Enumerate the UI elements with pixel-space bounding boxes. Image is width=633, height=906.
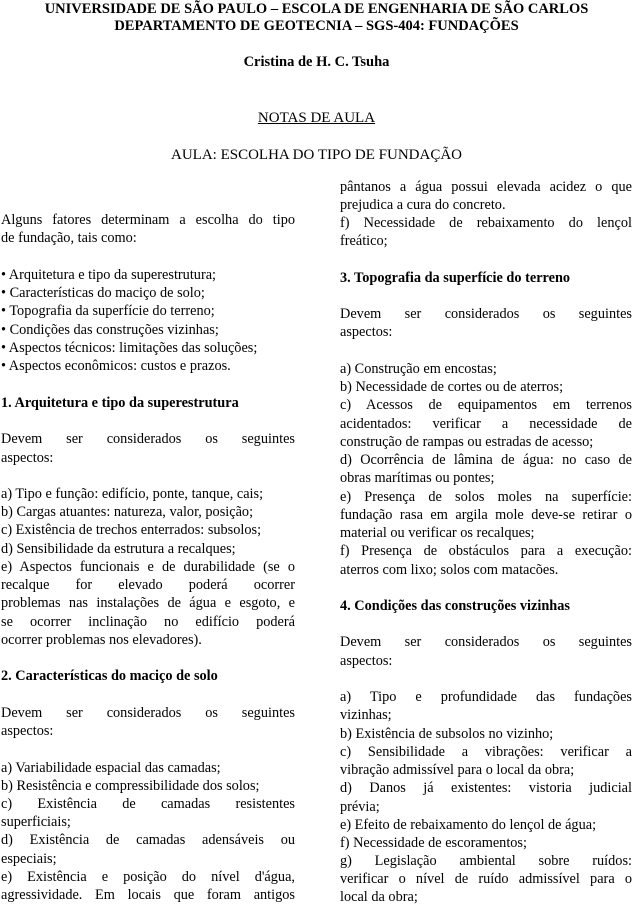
list-line: especiais; (1, 851, 57, 867)
list-line: local da obra; (340, 889, 418, 905)
list-line: obras marítimas ou pontes; (340, 470, 495, 486)
list-line: d) Ocorrência de lâmina de água: no caso de (340, 452, 632, 468)
list-line: g) Legislação ambiental sobre ruídos: (340, 853, 632, 869)
list-line: construção de rampas ou estradas de acesso; (340, 434, 594, 450)
bullet-item: • Condições das construções vizinhas; (1, 322, 219, 338)
section-lead: Devem ser considerados os seguintes (1, 705, 295, 721)
list-line: f) Necessidade de escoramentos; (340, 835, 527, 851)
list-line: c) Acessos de equipamentos em terrenos (340, 397, 632, 413)
list-line: c) Existência de camadas resistentes (1, 796, 295, 812)
list-line: vibração admissível para o local da obra; (340, 762, 575, 778)
list-line: prejudica a cura do concreto. (340, 197, 506, 213)
list-line: se ocorrer inclinação no edifício poderá (1, 614, 295, 630)
list-line: b) Resistência e compressibilidade dos solos; (1, 778, 260, 794)
section-lead: aspectos: (340, 324, 393, 340)
bullet-item: • Aspectos econômicos: custos e prazos. (1, 358, 231, 374)
list-line: agressividade. Em locais que foram antigos (1, 887, 295, 903)
list-line: freático; (340, 233, 388, 249)
list-line: recalque for elevado poderá ocorrer (1, 577, 295, 593)
list-line: a) Tipo e profundidade das fundações (340, 689, 632, 705)
section-title: 4. Condições das construções vizinhas (340, 598, 570, 614)
bullet-item: • Topografia da superfície do terreno; (1, 303, 215, 319)
notes-title: NOTAS DE AULA (257, 110, 376, 126)
section-lead: aspectos: (1, 450, 54, 466)
list-line: aterros com lixo; solos com matacões. (340, 562, 559, 578)
section-lead: Devem ser considerados os seguintes (340, 634, 632, 650)
list-line: b) Cargas atuantes: natureza, valor, posição; (1, 504, 254, 520)
list-line: prévia; (340, 799, 380, 815)
list-line: b) Necessidade de cortes ou de aterros; (340, 379, 564, 395)
bullet-item: • Aspectos técnicos: limitações das soluções; (1, 340, 258, 356)
list-line: e) Efeito de rebaixamento do lençol de água; (340, 817, 597, 833)
list-line: ocorrer problemas nos elevadores). (1, 632, 202, 648)
list-line: a) Tipo e função: edifício, ponte, tanque, cais; (1, 486, 264, 502)
list-line: superficiais; (1, 814, 71, 830)
bullet-item: • Arquitetura e tipo da superestrutura; (1, 267, 217, 283)
section-lead: aspectos: (1, 723, 54, 739)
intro-text: Alguns fatores determinam a escolha do tipo (1, 212, 295, 228)
list-line: acidentados: verificar a necessidade de (340, 416, 632, 432)
list-line: verificar o nível de ruído admissível para o (340, 871, 632, 887)
list-line: e) Existência e posição do nível d'água, (1, 869, 295, 885)
list-line: b) Existência de subsolos no vizinho; (340, 726, 554, 742)
lesson-title: AULA: ESCOLHA DO TIPO DE FUNDAÇÃO (171, 147, 462, 163)
list-line: f) Presença de obstáculos para a execução: (340, 543, 632, 559)
section-lead: aspectos: (340, 653, 393, 669)
list-line: material ou verificar os recalques; (340, 525, 535, 541)
header-department: DEPARTAMENTO DE GEOTECNIA – SGS-404: FUNDAÇÕES (114, 18, 519, 34)
intro-text: de fundação, tais como: (1, 230, 137, 246)
section-title: 3. Topografia da superfície do terreno (340, 270, 571, 286)
list-line: d) Danos já existentes: vistoria judicial (340, 780, 632, 796)
bullet-item: • Características do maciço de solo; (1, 285, 205, 301)
list-line: f) Necessidade de rebaixamento do lençol (340, 215, 632, 231)
author: Cristina de H. C. Tsuha (243, 54, 390, 70)
list-line: c) Existência de trechos enterrados: subsolos; (1, 522, 262, 538)
list-line: pântanos a água possui elevada acidez o que (340, 179, 632, 195)
list-line: a) Variabilidade espacial das camadas; (1, 760, 221, 776)
section-title: 1. Arquitetura e tipo da superestrutura (1, 395, 239, 411)
list-line: d) Existência de camadas adensáveis ou (1, 832, 295, 848)
list-line: c) Sensibilidade a vibrações: verificar a (340, 744, 632, 760)
header-university: UNIVERSIDADE DE SÃO PAULO – ESCOLA DE ENGENHARIA DE SÃO CARLOS (44, 1, 589, 17)
list-line: e) Presença de solos moles na superfície: (340, 489, 632, 505)
list-line: problemas nas instalações de água e esgoto, e (1, 595, 295, 611)
list-line: a) Construção em encostas; (340, 361, 497, 377)
list-line: e) Aspectos funcionais e de durabilidade (se o (1, 559, 295, 575)
section-title: 2. Características do maciço de solo (1, 668, 218, 684)
list-line: vizinhas; (340, 707, 392, 723)
section-lead: Devem ser considerados os seguintes (340, 306, 632, 322)
section-lead: Devem ser considerados os seguintes (1, 431, 295, 447)
list-line: fundação rasa em argila mole deve-se retirar o (340, 507, 632, 523)
list-line: d) Sensibilidade da estrutura a recalques; (1, 541, 236, 557)
